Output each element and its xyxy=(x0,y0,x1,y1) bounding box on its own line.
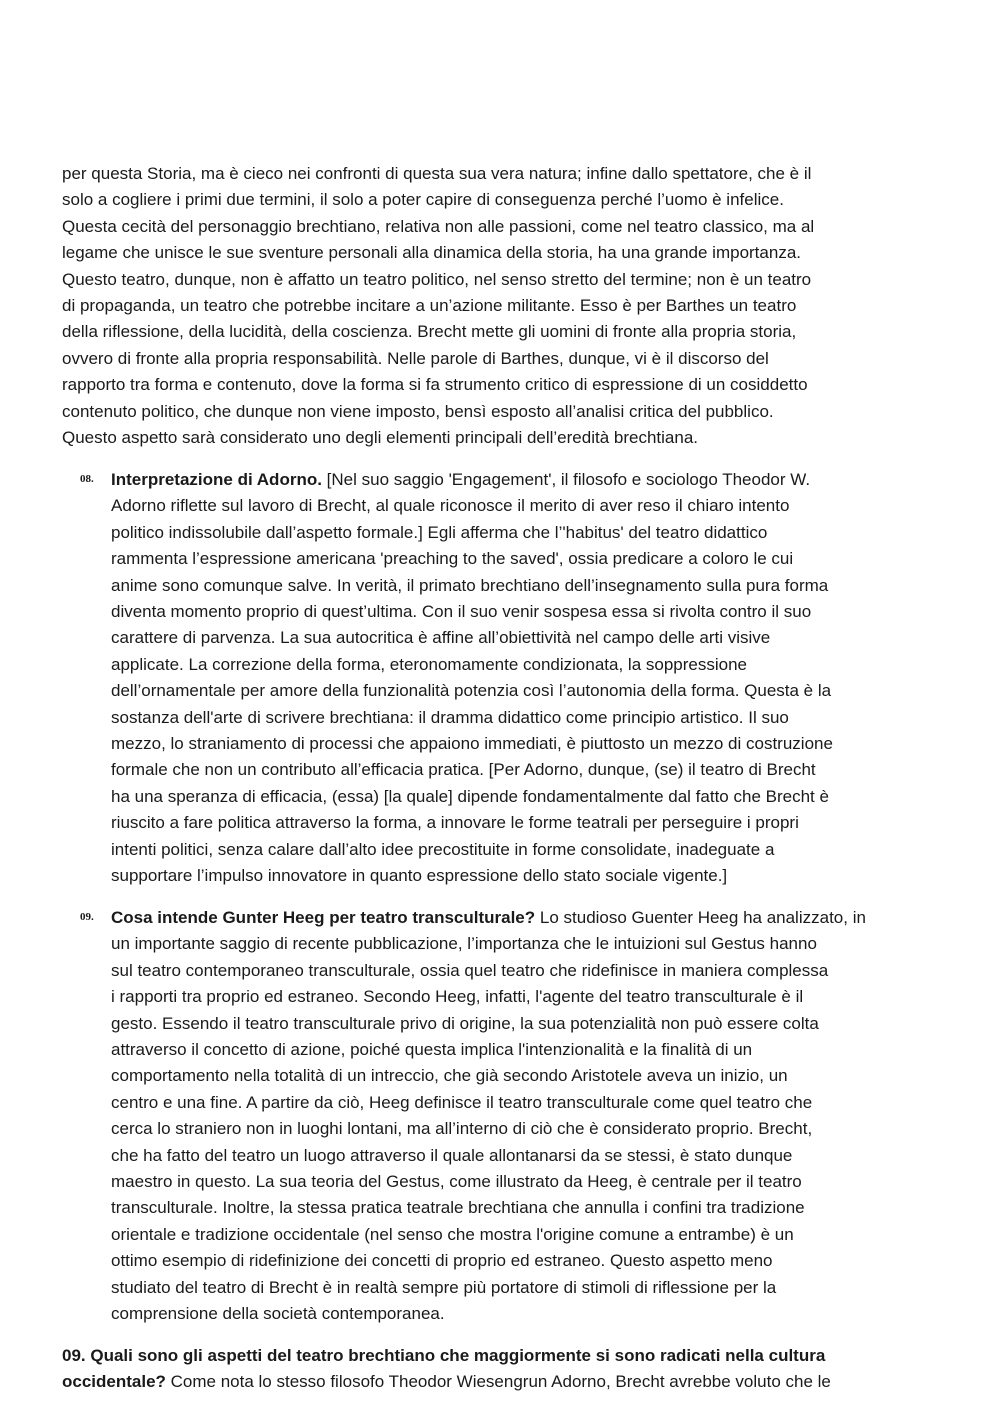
text-line: comprensione della società contemporanea. xyxy=(111,1304,445,1324)
text-line: che ha fatto del teatro un luogo attraverso il quale allontanarsi da se stessi, è stato dunque xyxy=(111,1145,793,1165)
text-line: ha una speranza di efficacia, (essa) [la quale] dipende fondamentalmente dal fatto che Brecht è xyxy=(111,786,829,806)
text-line xyxy=(111,467,911,493)
text-line: formale che non un contributo all’efficacia pratica. [Per Adorno, dunque, (se) il teatro di Brecht xyxy=(111,760,816,780)
text-line xyxy=(111,905,911,931)
text-line: solo a cogliere i primi due termini, il solo a poter capire di conseguenza perché l’uomo è infelice. xyxy=(62,190,784,210)
text-line: Questo aspetto sarà considerato uno degli elementi principali dell’eredità brechtiana. xyxy=(62,428,698,448)
text-line: studiato del teatro di Brecht è in realtà sempre più portatore di stimoli di riflessione per la xyxy=(111,1277,777,1297)
text-line: rapporto tra forma e contenuto, dove la forma si fa strumento critico di espressione di un cosiddetto xyxy=(62,375,808,395)
text-line: dell’ornamentale per amore della funzionalità potenzia così l’autonomia della forma. Questa è la xyxy=(111,681,832,701)
text-line: intenti politici, senza calare dall’alto idee precostituite in forme consolidate, inadeguate a xyxy=(111,839,775,859)
text-line xyxy=(62,1343,922,1369)
item-body xyxy=(111,905,911,1328)
text-line: sostanza dell'arte di scrivere brechtiana: il dramma didattico come principio artistico. Il suo xyxy=(111,707,789,727)
text-line xyxy=(62,1369,922,1395)
text-line: transculturale. Inoltre, la stessa pratica teatrale brechtiana che annulla i confini tra tradizione xyxy=(111,1198,805,1218)
text-line: Questo teatro, dunque, non è affatto un teatro politico, nel senso stretto del termine; non è un teatro xyxy=(62,269,812,289)
section-text: Come nota lo stesso filosofo Theodor Wiesengrun Adorno, Brecht avrebbe voluto che le xyxy=(165,1372,831,1392)
text-line: diventa momento proprio di quest’ultima. Con il suo venir sospesa essa si rivolta contro il suo xyxy=(111,602,812,622)
text-line: gesto. Essendo il teatro transculturale privo di origine, la sua potenzialità non può essere colta xyxy=(111,1013,819,1033)
text-line: mezzo, lo straniamento di processi che appaiono immediati, è piuttosto un mezzo di costruzione xyxy=(111,734,833,754)
text-line: per questa Storia, ma è cieco nei confronti di questa sua vera natura; infine dallo spettatore, che è il xyxy=(62,164,812,183)
text-line: sul teatro contemporaneo transculturale, ossia quel teatro che ridefinisce in maniera complessa xyxy=(111,960,829,980)
text-line: i rapporti tra proprio ed estraneo. Secondo Heeg, infatti, l'agente del teatro transculturale è il xyxy=(111,987,804,1007)
text-line: Questa cecità del personaggio brechtiano, relativa non alle passioni, come nel teatro classico, ma al xyxy=(62,216,815,236)
text-line: anime sono comunque salve. In verità, il primato brechtiano dell’insegnamento sulla pura forma xyxy=(111,575,829,595)
text-line: un importante saggio di recente pubblicazione, l’importanza che le intuizioni sul Gestus hanno xyxy=(111,934,817,954)
text-line: carattere di parvenza. La sua autocritica è affine all’obiettività nel campo delle arti visive xyxy=(111,628,771,648)
text-line: ovvero di fronte alla propria responsabilità. Nelle parole di Barthes, dunque, vi è il discorso del xyxy=(62,348,769,368)
text-line: ottimo esempio di ridefinizione dei concetti di proprio ed estraneo. Questo aspetto meno xyxy=(111,1251,773,1271)
text-line: maestro in questo. La sua teoria del Gestus, come illustrato da Heeg, è centrale per il teatro xyxy=(111,1172,802,1192)
item-body xyxy=(111,467,911,890)
text-line: comportamento nella totalità di un intreccio, che già secondo Aristotele aveva un inizio, un xyxy=(111,1066,788,1086)
text-line: cerca lo straniero non in luoghi lontani, ma all’interno di ciò che è considerato proprio. Brecht, xyxy=(111,1119,813,1139)
text-line: Adorno riflette sul lavoro di Brecht, al quale riconosce il merito di aver reso il chiaro intento xyxy=(111,496,790,516)
text-line: contenuto politico, che dunque non viene imposto, bensì esposto all’analisi critica del pubblico. xyxy=(62,401,774,421)
text-line: centro e una fine. A partire da ciò, Heeg definisce il teatro transculturale come quel teatro che xyxy=(111,1092,813,1112)
text-line: orientale e tradizione occidentale (nel senso che mostra l'origine comune a entrambe) è un xyxy=(111,1224,794,1244)
text-line: supportare l’impulso innovatore in quanto espressione dello stato sociale vigente.] xyxy=(111,866,728,886)
section-heading: 09. Quali sono gli aspetti del teatro brechtiano che maggiormente si sono radicati nella cultura xyxy=(62,1346,826,1365)
text-line: legame che unisce le sue sventure personali alla dinamica della storia, ha una grande importanza. xyxy=(62,243,801,263)
section-heading-continued: occidentale? xyxy=(62,1372,166,1392)
intro-paragraph xyxy=(62,161,922,451)
text-line: di propaganda, un teatro che potrebbe incitare a un’azione militante. Esso è per Barthes un teatro xyxy=(62,296,797,316)
text-line: rammenta l’espressione americana 'preaching to the saved', ossia predicare a coloro le cui xyxy=(111,549,794,569)
text-line: riuscito a fare politica attraverso la forma, a innovare le forme teatrali per perseguire i propri xyxy=(111,813,799,833)
item-number: 09. xyxy=(80,911,94,923)
text-line: della riflessione, della lucidità, della coscienza. Brecht mette gli uomini di fronte alla propria storia, xyxy=(62,322,797,342)
item-heading: Cosa intende Gunter Heeg per teatro transculturale? xyxy=(111,908,536,927)
item-text: Lo studioso Guenter Heeg ha analizzato, in xyxy=(535,908,866,927)
item-text: [Nel suo saggio 'Engagement', il filosofo e sociologo Theodor W. xyxy=(321,470,811,489)
item-number: 08. xyxy=(80,473,94,485)
closing-paragraph xyxy=(62,1343,922,1396)
text-line: attraverso il concetto di azione, poiché questa implica l'intenzionalità e la finalità di un xyxy=(111,1040,753,1060)
item-heading: Interpretazione di Adorno. xyxy=(111,470,322,489)
text-line: applicate. La correzione della forma, eteronomamente condizionata, la soppressione xyxy=(111,654,747,674)
text-line: politico indissolubile dall’aspetto formale.] Egli afferma che l’'habitus' del teatro didattico xyxy=(111,522,768,542)
